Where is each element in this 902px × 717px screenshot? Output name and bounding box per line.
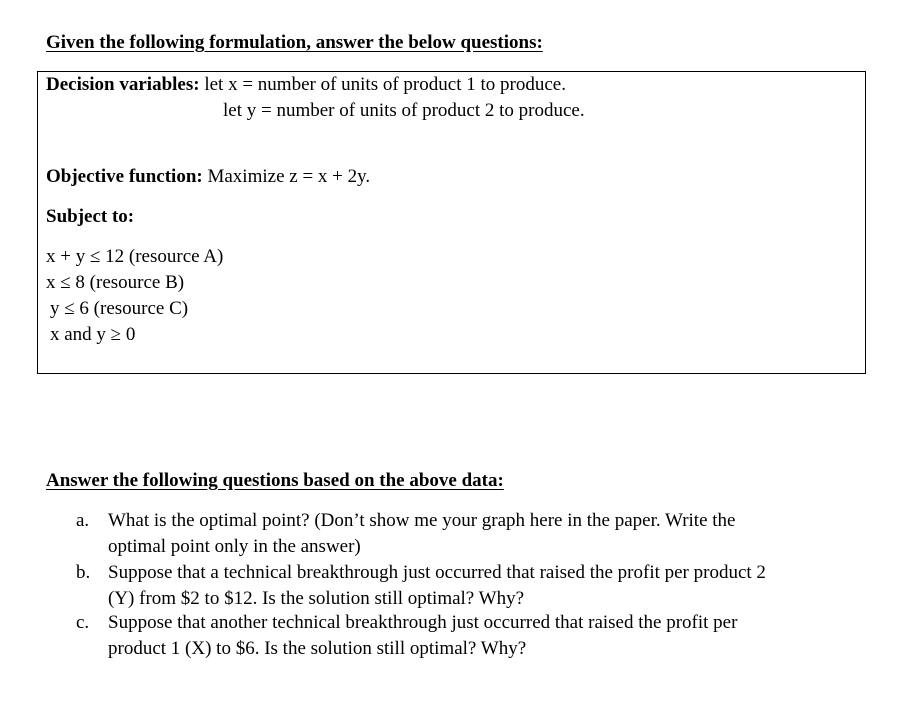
question-text-line: (Y) from $2 to $12. Is the solution still optimal? Why? bbox=[108, 588, 525, 609]
question-text-line: Suppose that another technical breakthrough just occurred that raised the profit per bbox=[108, 612, 738, 633]
decision-variable-x: let x = number of units of product 1 to produce. bbox=[199, 74, 566, 95]
question-text-line: product 1 (X) to $6. Is the solution still optimal? Why? bbox=[108, 638, 527, 659]
question-text bbox=[108, 610, 848, 662]
decision-variable-y: let y = number of units of product 2 to produce. bbox=[223, 100, 585, 121]
objective-function-label: Objective function: bbox=[46, 166, 203, 187]
decision-variables-line-1 bbox=[46, 72, 566, 98]
questions-heading: Answer the following questions based on the above data: bbox=[46, 470, 504, 491]
question-label: c. bbox=[76, 612, 90, 633]
question-text bbox=[108, 560, 848, 612]
subject-to-label: Subject to: bbox=[46, 206, 135, 227]
constraint-resource-a: x + y ≤ 12 (resource A) bbox=[46, 246, 224, 267]
page-heading: Given the following formulation, answer the below questions: bbox=[46, 32, 543, 53]
decision-variables-label: Decision variables: bbox=[46, 74, 200, 95]
formulation-box bbox=[37, 71, 866, 374]
objective-function-line bbox=[46, 164, 370, 190]
question-label: a. bbox=[76, 510, 90, 531]
constraint-resource-b: x ≤ 8 (resource B) bbox=[46, 272, 185, 293]
question-label: b. bbox=[76, 562, 91, 583]
objective-function-text: Maximize z = x + 2y. bbox=[202, 166, 371, 187]
constraint-nonnegativity: x and y ≥ 0 bbox=[50, 324, 136, 345]
constraint-resource-c: y ≤ 6 (resource C) bbox=[50, 298, 189, 319]
question-text-line: Suppose that a technical breakthrough just occurred that raised the profit per product 2 bbox=[108, 562, 766, 583]
question-text bbox=[108, 508, 848, 560]
question-text-line: What is the optimal point? (Don’t show me your graph here in the paper. Write the bbox=[108, 510, 736, 531]
question-text-line: optimal point only in the answer) bbox=[108, 536, 361, 557]
